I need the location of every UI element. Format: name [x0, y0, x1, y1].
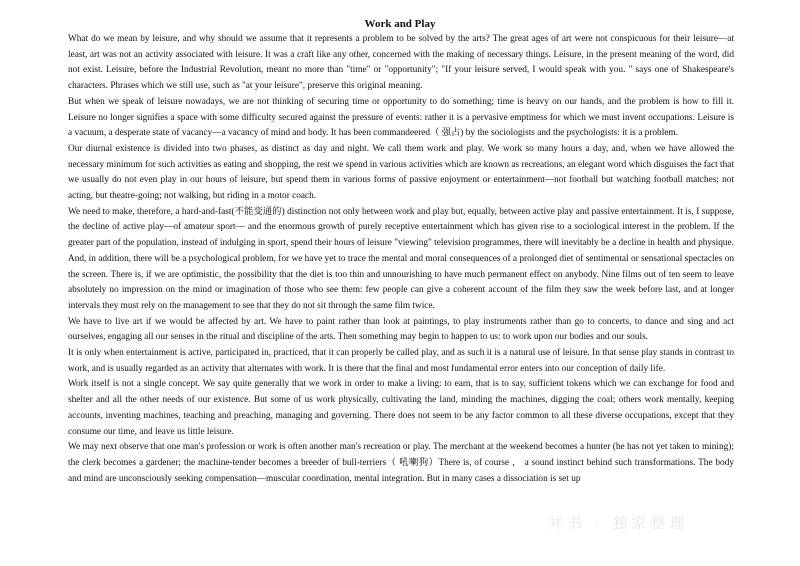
paragraph: It is only when entertainment is active, participated in, practiced, that it can properly be called play, and as such it is a natural use of leisure. In that sense play stands in contrast to work, and is usually regarded as an activity that alternates with work. It is there that the final and most fundamental error enters into our conception of daily life.	[68, 348, 734, 374]
paragraph: We may next observe that one man's profession or work is often another man's recreation or play. The merchant at the weekend becomes a hunter (he has not yet taken to mining); the clerk becomes a gardener; the machine-tender becomes a breeder of bull-terriers（ 吼喇狗）There is, of course ， a sound instinct behind such transformations. The body and mind are unconsciously seeking compensation—muscular coordination, mental integration. But in many cases a dissociation is set up	[68, 442, 734, 484]
document-body	[68, 32, 734, 487]
paragraph: Our diurnal existence is divided into two phases, as distinct as day and night. We call them work and play. We work so many hours a day, and, when we have allowed the necessary minimum for such activities as eating and shopping, the rest we spend in various activities which are known as recreations, an elegant word which disguises the fact that we usually do not even play in our hours of leisure, but spend them in various forms of passive enjoyment or entertainment—not football but watching football matches; not acting, but theatre-going; not walking, but riding in a motor coach.	[68, 143, 734, 202]
paragraph: But when we speak of leisure nowadays, we are not thinking of securing time or opportunity to do something; time is heavy on our hands, and the problem is how to fill it. Leisure no longer signifies a space with some difficulty secured against the pressure of events: rather it is a pervasive emptiness for which we must invent occupations. Leisure is a vacuum, a desperate state of vacancy—a vacancy of mind and body. It has been commandeered（ 强占) by the sociologists and the psychologists: it is a problem.	[68, 96, 734, 139]
watermark-text: 井书 · 独家整理	[548, 514, 689, 532]
paragraph: We have to live art if we would be affected by art. We have to paint rather than look at paintings, to play instruments rather than go to concerts, to dance and sing and act ourselves, engaging all our senses in the ritual and discipline of the arts. Then something may begin to happen to us: to work upon our bodies and our souls.	[68, 316, 734, 343]
paragraph: What do we mean by leisure, and why should we assume that it represents a problem to be solved by the arts? The great ages of art were not conspicuous for their leisure—at least, art was not an activity associated with leisure. It was a craft like any other, concerned with the making of necessary things. Leisure, in the present meaning of the word, did not exist. Leisure, before the Industrial Revolution, meant no more than "time" or "opportunity"; "If your leisure served, I would speak with you. " says one of Shakespeare's characters. Phrases which we still use, such as "at your leisure", preserve this original meaning.	[68, 34, 734, 92]
document-title: Work and Play	[364, 18, 436, 30]
paragraph: Work itself is not a single concept. We say quite generally that we work in order to make a living: to earn, that is to say, sufficient tokens which we can exchange for food and shelter and all the other needs of our existence. But some of us work physically, cultivating the land, minding the machines, digging the coal; others work mentally, keeping accounts, inventing machines, teaching and preaching, managing and governing. There does not seem to be any factor common to all these diverse occupations, except that they consume our time, and leave us little leisure.	[68, 379, 734, 437]
paragraph: We need to make, therefore, a hard-and-fast(不能变通的) distinction not only between work and play but, equally, between active play and passive entertainment. It is, I suppose, the decline of active play—of amateur sport— and the enormous growth of purely receptive entertainment which has given rise to a sociological interest in the problem. If the greater part of the population, instead of indulging in sport, spend their hours of leisure "viewing" television programmes, there will inevitably be a decline in health and physique. And, in addition, there will be a psychological problem, for we have yet to trace the mental and moral consequences of a prolonged diet of sentimental or sensational spectacles on the screen. There is, if we are optimistic, the possibility that the diet is too thin and unnourishing to have much permanent effect on anybody. Nine films out of ten seem to leave absolutely no impression on the mind or imagination of those who see them: few people can give a coherent account of the film they saw the week before last, and at longer intervals they must rely on the management to see that they do not sit through the same film twice.	[68, 206, 734, 311]
